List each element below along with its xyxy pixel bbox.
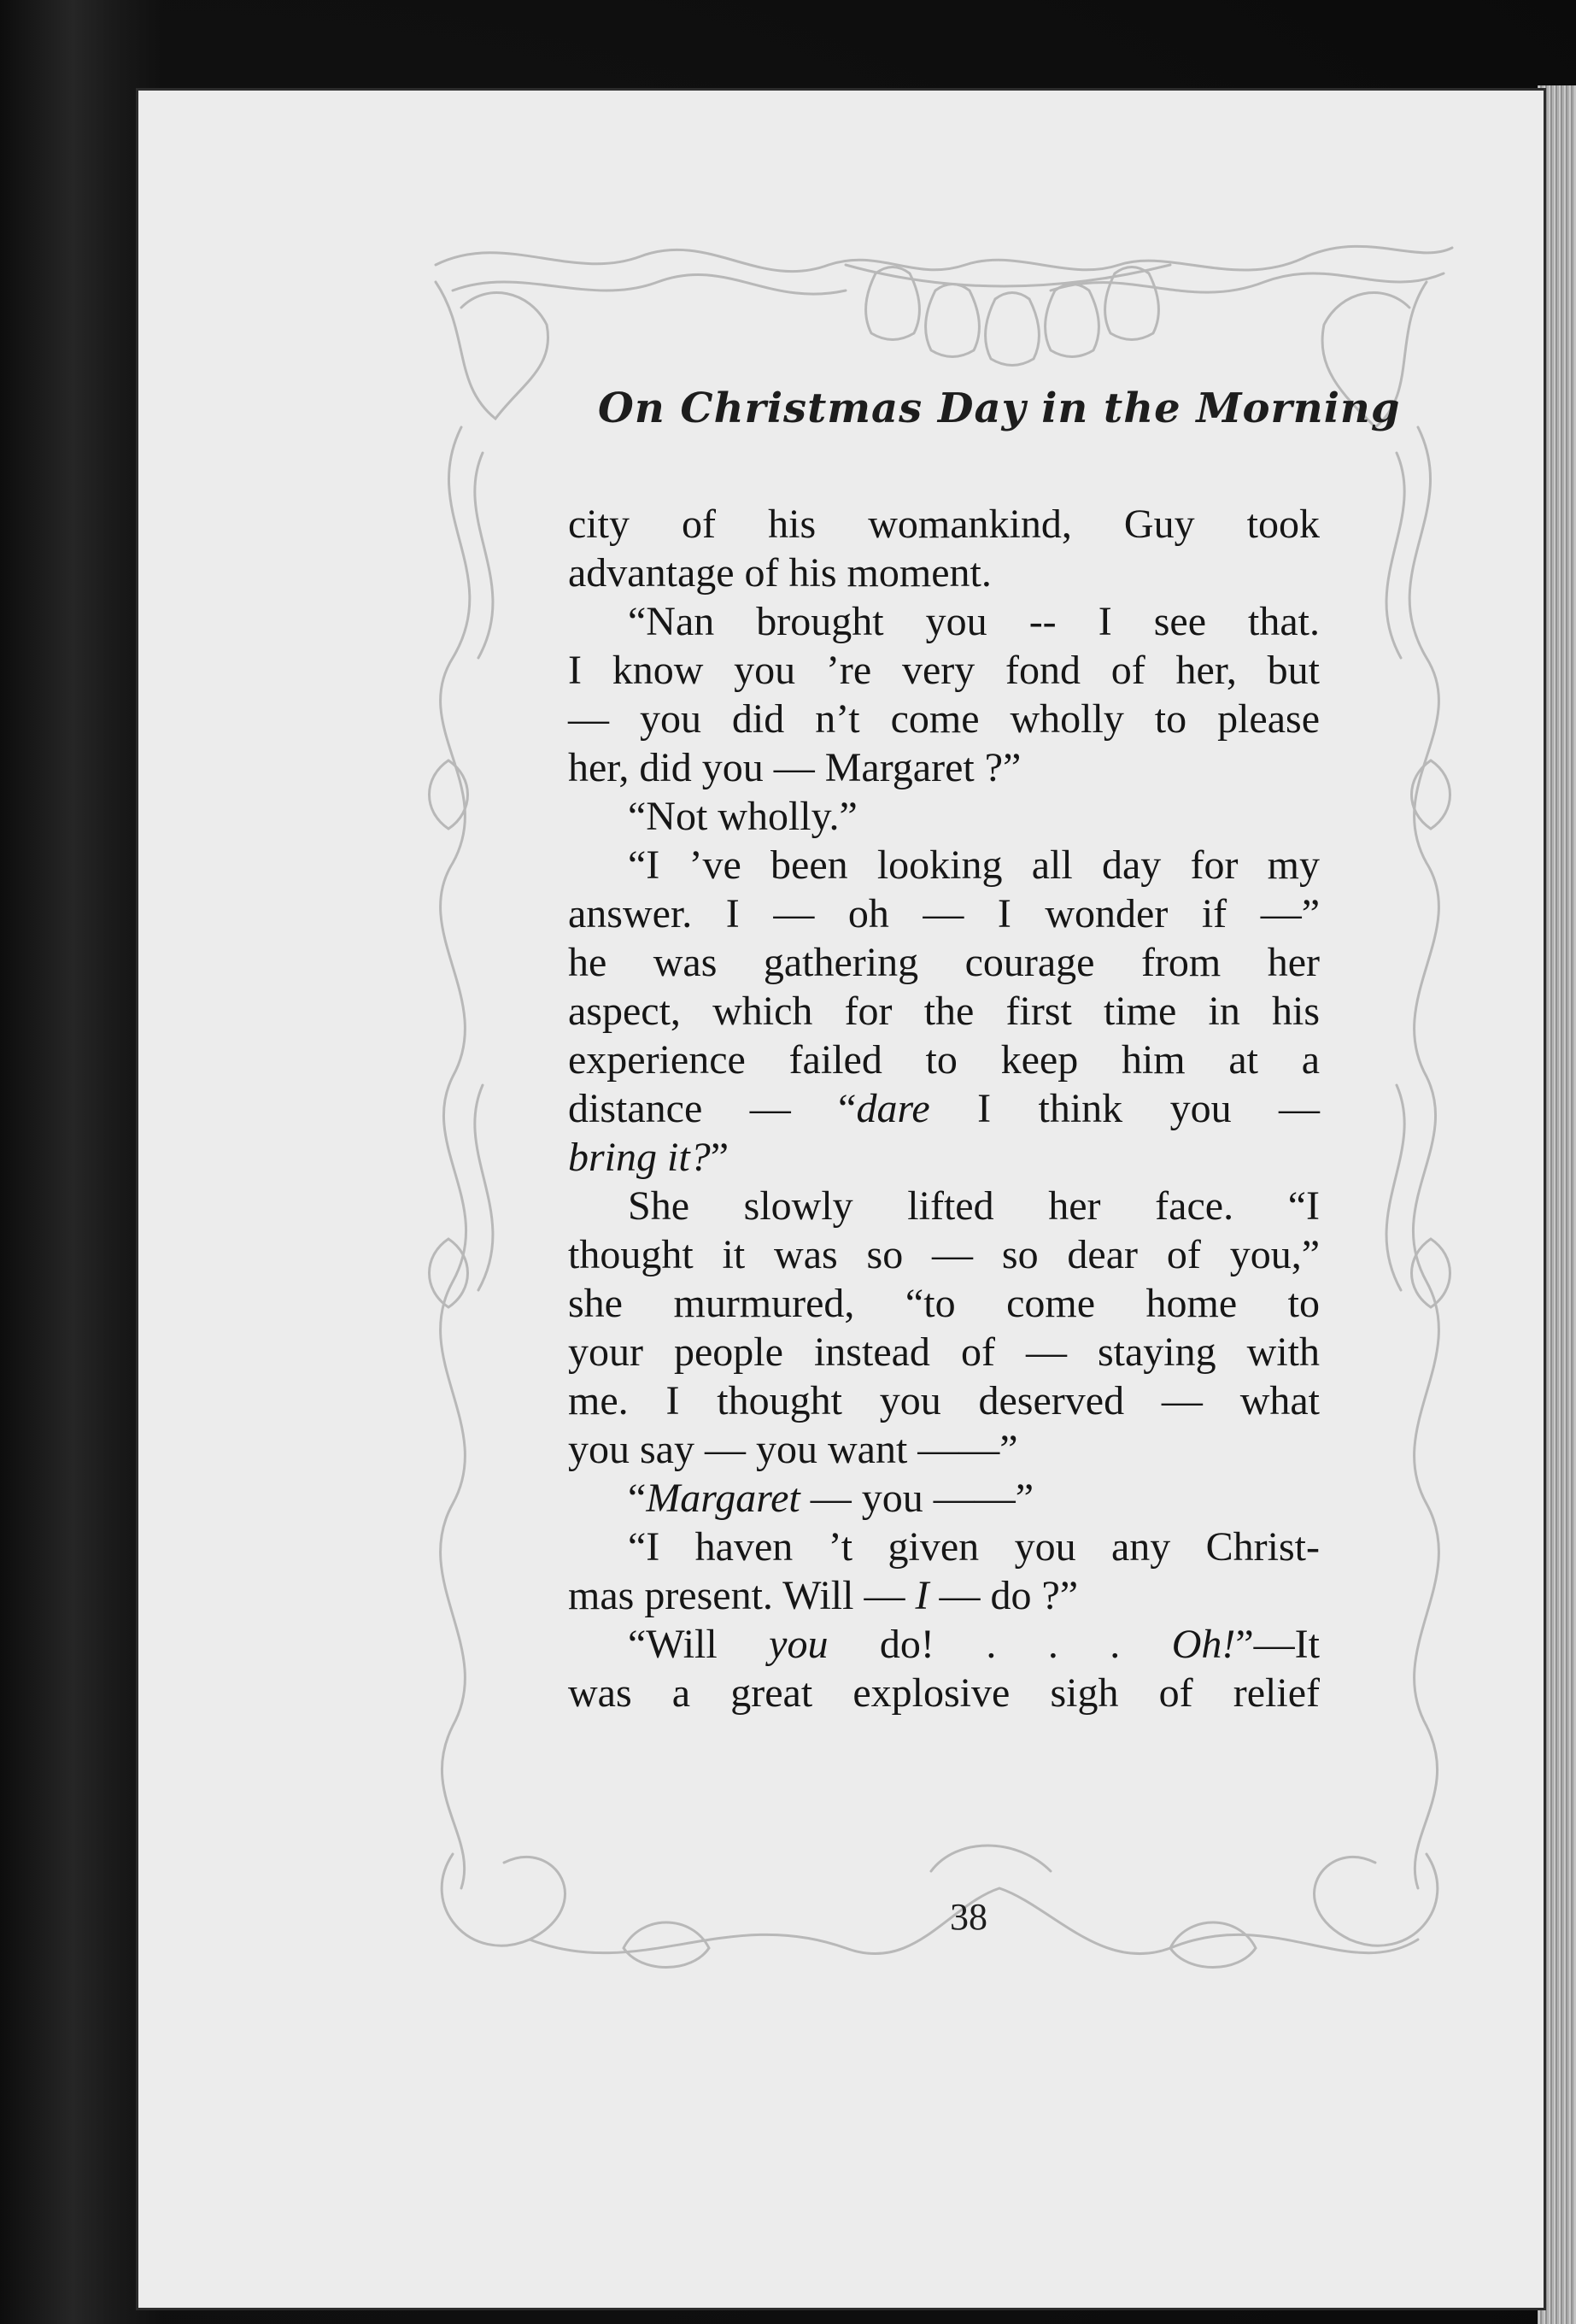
text-segment: — you ——” [800,1476,1034,1521]
text-line [568,1328,1320,1376]
text-line [568,597,1320,646]
text-segment: do! . . . [828,1622,1172,1667]
text-line [568,695,1320,743]
text-segment: she murmured, “to come home to [568,1281,1320,1326]
text-line [568,1376,1320,1425]
text-segment: ”—It [1235,1622,1320,1667]
text-segment: ” [710,1135,729,1180]
text-line [568,743,1320,792]
text-segment: me. I thought you deserved — what [568,1378,1320,1423]
text-segment: She slowly lifted her face. “I [628,1183,1320,1229]
text-segment: her, did you — Margaret ?” [568,745,1022,790]
text-segment: he was gathering courage from her [568,940,1320,985]
text-segment: “I ’ve been looking all day for my [628,842,1320,888]
text-segment: advantage of his moment. [568,550,992,596]
text-segment: your people instead of — staying with [568,1329,1320,1375]
text-line [568,987,1320,1036]
text-segment: — you did n’t come wholly to please [568,696,1320,742]
text-line [568,646,1320,695]
text-segment: “Not wholly.” [628,794,858,839]
text-segment: — do ?” [929,1573,1079,1618]
text-segment: experience failed to keep him at a [568,1037,1320,1083]
text-segment: I know you ’re very fond of her, but [568,648,1320,693]
text-line [568,549,1320,597]
text-segment: aspect, which for the first time in his [568,989,1320,1034]
text-line [568,1620,1320,1669]
text-segment: “ [628,1476,647,1521]
text-line [568,1182,1320,1230]
text-line [568,792,1320,841]
text-segment: answer. I — oh — I wonder if —” [568,891,1320,936]
italic-text: Oh! [1171,1622,1236,1667]
running-head: On Christmas Day in the Morning [598,384,1401,432]
page-number: 38 [950,1896,987,1938]
text-line [568,1474,1320,1523]
text-segment: city of his womankind, Guy took [568,502,1320,547]
text-line [568,1084,1320,1133]
text-line [568,841,1320,889]
text-line [568,1230,1320,1279]
text-line [568,1425,1320,1474]
text-segment: “Nan brought you -- I see that. [628,599,1320,644]
text-line [568,889,1320,938]
text-segment: you say — you want ——” [568,1427,1018,1472]
text-line [568,1523,1320,1571]
text-segment: “Will [628,1622,770,1667]
text-line [568,1279,1320,1328]
italic-text: you [769,1622,829,1667]
text-line [568,500,1320,549]
text-segment: “I haven ’t given you any Christ- [628,1524,1320,1570]
text-line [568,938,1320,987]
text-segment: mas present. Will — [568,1573,916,1618]
text-segment: I think you — [929,1086,1321,1131]
italic-text: bring it? [568,1135,711,1180]
text-segment: was a great explosive sigh of relief [568,1670,1320,1716]
italic-text: I [915,1573,929,1618]
bells-ornament [846,265,1170,366]
text-segment: thought it was so — so dear of you,” [568,1232,1320,1277]
text-segment: distance — “ [568,1086,857,1131]
italic-text: Margaret [646,1476,800,1521]
text-line [568,1036,1320,1084]
text-line [568,1571,1320,1620]
italic-text: dare [856,1086,930,1131]
text-line [568,1133,1320,1182]
text-line [568,1669,1320,1717]
body-text [568,500,1320,1717]
